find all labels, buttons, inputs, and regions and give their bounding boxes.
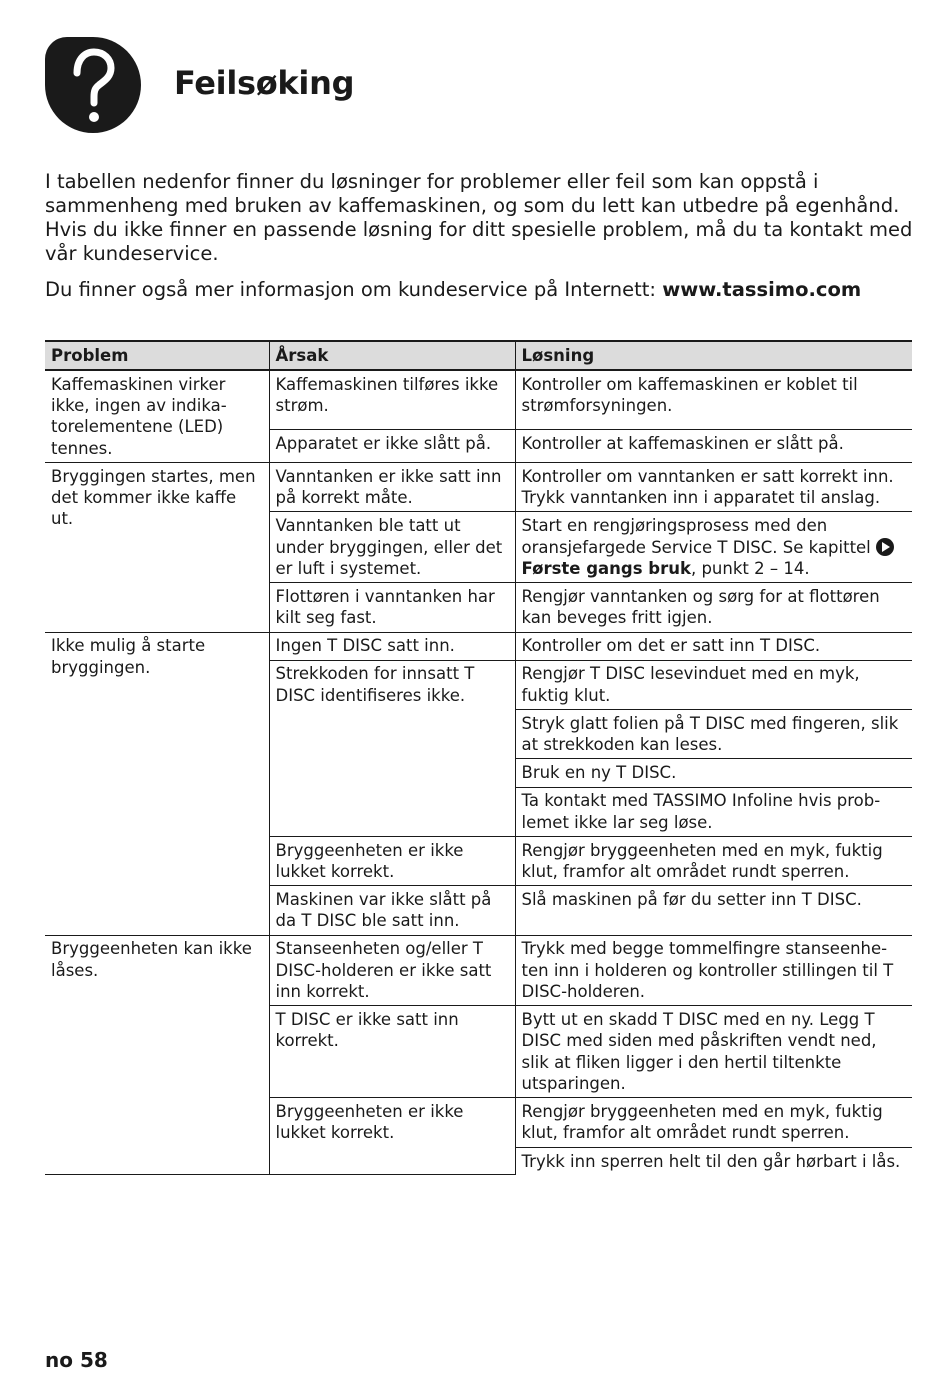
problem-cell: Bryggingen startes, men det kommer ikke kaffe ut.: [45, 463, 269, 632]
solution-cell: Rengjør bryggeenheten med en myk, fuktig klut, framfor alt området rundt sperren.: [515, 836, 912, 885]
chapter-reference[interactable]: Første gangs bruk: [521, 558, 691, 578]
cause-cell: Stanseenheten og/eller T DISC-holderen er ikke satt inn korrekt.: [269, 935, 515, 1006]
solution-cell: Rengjør T DISC lesevinduet med en myk, fuktig klut.: [515, 660, 912, 709]
cause-cell: Strekkoden for innsatt T DISC identifiseres ikke.: [269, 660, 515, 836]
solution-text: Start en rengjøringsprosess med den oransjefargede Service T DISC. Se kapittel: [521, 516, 877, 557]
intro-paragraph: I tabellen nedenfor finner du løsninger for problemer eller feil som kan oppstå i sammenheng med bruken av kaffemaskinen, og som du lett kan utbedre på egenhånd. Hvis du ikke finner en passende løsning for ditt spesielle problem, må du ta kontakt med vår kundeservice.: [45, 170, 913, 265]
page-number: no 58: [45, 1348, 108, 1372]
solution-cell: Kontroller om kaffemaskinen er koblet til strømforsyningen.: [515, 370, 912, 429]
question-mark-icon: [45, 37, 141, 133]
header-solution: Løsning: [515, 341, 912, 370]
header-problem: Problem: [45, 341, 269, 370]
solution-cell: Trykk inn sperren helt til den går hørbart i lås.: [515, 1147, 912, 1175]
cause-cell: Vanntanken ble tatt ut under bryggingen, eller det er luft i systemet.: [269, 512, 515, 583]
cause-cell: Vanntanken er ikke satt inn på korrekt måte.: [269, 463, 515, 512]
solution-cell: Bytt ut en skadd T DISC med en ny. Legg T DISC med siden med påskriften vendt ned, slik at fliken ligger i den hertil tiltenkte utsparingen.: [515, 1006, 912, 1098]
solution-cell: Kontroller at kaffemaskinen er slått på.: [515, 429, 912, 462]
cause-cell: Maskinen var ikke slått på da T DISC ble satt inn.: [269, 886, 515, 935]
cause-cell: Kaffemaskinen tilføres ikke strøm.: [269, 370, 515, 429]
table-row: [45, 370, 912, 429]
header-cause: Årsak: [269, 341, 515, 370]
problem-cell: Ikke mulig å starte bryggingen.: [45, 632, 269, 935]
problem-cell: Bryggeenheten kan ikke låses.: [45, 935, 269, 1175]
solution-cell: Kontroller om det er satt inn T DISC.: [515, 632, 912, 660]
more-info-paragraph: [45, 278, 915, 302]
solution-cell: Rengjør bryggeenheten med en myk, fuktig klut, framfor alt området rundt sperren.: [515, 1098, 912, 1147]
solution-cell: Slå maskinen på før du setter inn T DISC.: [515, 886, 912, 935]
cause-cell: T DISC er ikke satt inn korrekt.: [269, 1006, 515, 1098]
page-title: Feilsøking: [174, 64, 355, 102]
table-row: [45, 632, 912, 660]
problem-cell: Kaffemaskinen virker ikke, ingen av indikatorelementene (LED) tennes.: [45, 370, 269, 462]
solution-cell: Rengjør vanntanken og sørg for at flottøren kan beveges fritt igjen.: [515, 583, 912, 632]
solution-cell: Ta kontakt med TASSIMO Infoline hvis problemet ikke lar seg løse.: [515, 787, 912, 836]
arrow-reference-icon: [876, 538, 894, 556]
solution-cell: Kontroller om vanntanken er satt korrekt inn. Trykk vanntanken inn i apparatet til anslag.: [515, 463, 912, 512]
website-link: www.tassimo.com: [662, 278, 862, 301]
cause-cell: Bryggeenheten er ikke lukket korrekt.: [269, 1098, 515, 1175]
table-header-row: [45, 341, 912, 370]
solution-cell: Stryk glatt folien på T DISC med fingeren, slik at strekkoden kan leses.: [515, 710, 912, 759]
chapter-reference-suffix: , punkt 2 – 14.: [690, 558, 810, 578]
solution-cell: Bruk en ny T DISC.: [515, 759, 912, 787]
table-row: [45, 463, 912, 512]
solution-cell: [515, 512, 912, 583]
more-info-text: Du finner også mer informasjon om kundeservice på Internett:: [45, 278, 663, 301]
cause-cell: Flottøren i vanntanken har kilt seg fast.: [269, 583, 515, 632]
cause-cell: Apparatet er ikke slått på.: [269, 429, 515, 462]
table-row: [45, 935, 912, 1006]
solution-cell: Trykk med begge tommelfingre stanseenheten inn i holderen og kontroller stillingen til T DISC-holderen.: [515, 935, 912, 1006]
troubleshooting-table: [45, 340, 912, 1175]
cause-cell: Ingen T DISC satt inn.: [269, 632, 515, 660]
cause-cell: Bryggeenheten er ikke lukket korrekt.: [269, 836, 515, 885]
